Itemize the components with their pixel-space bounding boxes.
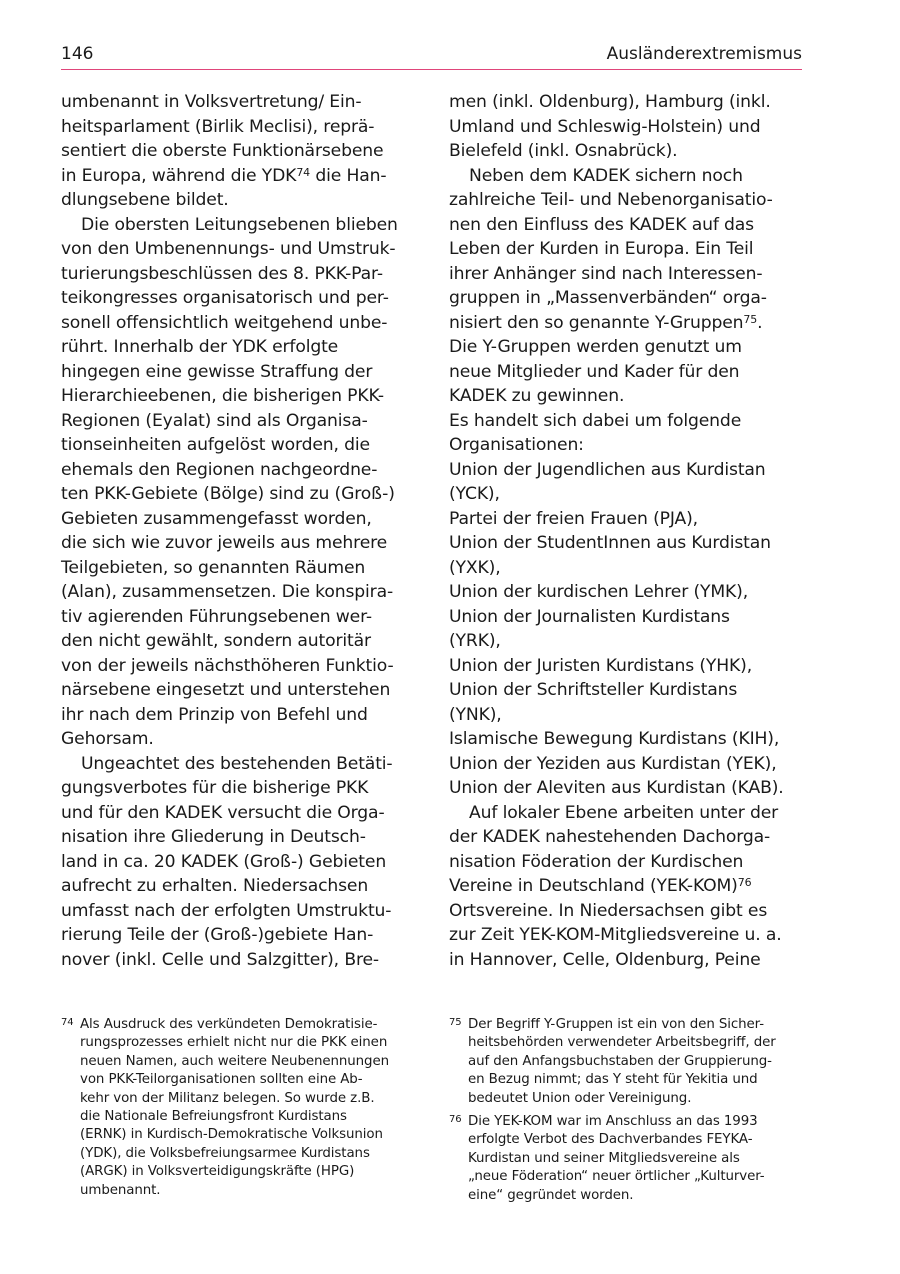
- text-line: nisation Föderation der Kurdischen: [449, 851, 744, 872]
- text-line: den nicht gewählt, sondern autoritär: [61, 631, 371, 651]
- footnote-76: [449, 1113, 804, 1208]
- footnote-line: en Bezug nimmt; das Y steht für Yekitia und: [468, 1072, 758, 1088]
- footnote-line: Als Ausdruck des verkündeten Demokratisie-: [80, 1017, 378, 1032]
- text-line: KADEK zu gewinnen.: [449, 386, 625, 406]
- footnote-line: rungsprozesses erhielt nicht nur die PKK einen: [80, 1035, 388, 1051]
- footnote-line: Der Begriff Y-Gruppen ist ein von den Sicher-: [468, 1017, 764, 1032]
- left-text-column: [61, 90, 421, 972]
- text-line: Gebieten zusammengefasst worden,: [61, 508, 372, 529]
- text-line: Umland und Schleswig-Holstein) und: [449, 116, 761, 137]
- text-line: heitsparlament (Birlik Meclisi), reprä-: [61, 116, 375, 137]
- footnote-line: Die YEK-KOM war im Anschluss an das 1993: [468, 1114, 758, 1129]
- footnote-line: erfolgte Verbot des Dachverbandes FEYKA-: [468, 1132, 753, 1148]
- text-line: rierung Teile der (Groß-)gebiete Han-: [61, 925, 374, 945]
- right-text-column: [449, 90, 809, 972]
- footnote-number: 76: [449, 1114, 462, 1125]
- text-line: rührt. Innerhalb der YDK erfolgte: [61, 337, 339, 357]
- text-line: gungsverbotes für die bisherige PKK: [61, 778, 369, 798]
- text-line: Auf lokaler Ebene arbeiten unter der: [469, 802, 779, 823]
- text-line: in Hannover, Celle, Oldenburg, Peine: [449, 949, 761, 970]
- list-item: (YNK),: [449, 704, 502, 725]
- list-item: Partei der freien Frauen (PJA),: [449, 508, 698, 529]
- text-line: tionseinheiten aufgelöst worden, die: [61, 435, 370, 455]
- text-line: Hierarchieebenen, die bisherigen PKK-: [61, 386, 384, 406]
- footnote-line: „neue Föderation“ neuer örtlicher „Kulturver-: [468, 1169, 765, 1185]
- footnote-ref-75[interactable]: 75: [743, 312, 758, 326]
- footnote-number: 75: [449, 1017, 462, 1028]
- text-line: Die obersten Leitungsebenen blieben: [81, 214, 398, 235]
- text-line: [449, 311, 809, 336]
- text-line: Regionen (Eyalat) sind als Organisa-: [61, 410, 368, 431]
- footnote-75: [449, 1016, 804, 1111]
- text-line: teikongresses organisatorisch und per-: [61, 288, 389, 308]
- list-item: Union der StudentInnen aus Kurdistan: [449, 533, 771, 553]
- text-line: tiv agierenden Führungsebenen wer-: [61, 606, 372, 627]
- text-line: Teilgebieten, so genannten Räumen: [61, 557, 366, 578]
- section-title: Ausländerextremismus: [606, 44, 802, 64]
- text-line: sonell offensichtlich weitgehend unbe-: [61, 312, 388, 333]
- text-line: ihrer Anhänger sind nach Interessen-: [449, 263, 763, 284]
- text-line: ihr nach dem Prinzip von Befehl und: [61, 704, 368, 725]
- text-line: neue Mitglieder und Kader für den: [449, 361, 740, 382]
- footnote-text: [80, 1016, 389, 1200]
- text-line: zur Zeit YEK-KOM-Mitgliedsvereine u. a.: [449, 925, 782, 945]
- page-number: 146: [61, 44, 94, 64]
- text-line: zahlreiche Teil- und Nebenorganisatio-: [449, 190, 773, 210]
- text-line: men (inkl. Oldenburg), Hamburg (inkl.: [449, 92, 771, 112]
- footnote-line: (YDK), die Volksbefreiungsarmee Kurdistans: [80, 1145, 370, 1161]
- text-line: nisation ihre Gliederung in Deutsch-: [61, 827, 366, 847]
- footnote-ref-74[interactable]: 74: [296, 165, 311, 179]
- footnote-line: (ARGK) in Volksverteidigungskräfte (HPG): [80, 1164, 355, 1180]
- text-line: nover (inkl. Celle und Salzgitter), Bre-: [61, 949, 379, 970]
- list-item: Union der Schriftsteller Kurdistans: [449, 680, 738, 700]
- text-line: dlungsebene bildet.: [61, 190, 229, 210]
- text-line: turierungsbeschlüssen des 8. PKK-Par-: [61, 263, 383, 284]
- list-item: Union der kurdischen Lehrer (YMK),: [449, 582, 749, 602]
- text-line: [449, 874, 809, 899]
- text-fragment: in Europa, während die YDK: [61, 165, 297, 186]
- header-rule: [61, 69, 802, 70]
- text-line: umbenannt in Volksvertretung/ Ein-: [61, 92, 362, 112]
- footnote-text: [468, 1016, 776, 1108]
- text-line: Ortsvereine. In Niedersachsen gibt es: [449, 900, 768, 921]
- text-line: und für den KADEK versucht die Orga-: [61, 802, 385, 823]
- footnote-line: neuen Namen, auch weitere Neubenennungen: [80, 1053, 389, 1069]
- text-fragment: die Han-: [310, 165, 387, 186]
- text-line: Es handelt sich dabei um folgende: [449, 410, 742, 431]
- footnote-line: Kurdistan und seiner Mitgliedsvereine als: [468, 1150, 740, 1166]
- text-line: gruppen in „Massenverbänden“ orga-: [449, 288, 767, 308]
- text-line: hingegen eine gewisse Straffung der: [61, 361, 373, 382]
- list-item: Union der Aleviten aus Kurdistan (KAB).: [449, 778, 784, 798]
- text-line: sentiert die oberste Funktionärsebene: [61, 141, 384, 161]
- footnote-line: kehr von der Militanz belegen. So wurde z.B.: [80, 1090, 375, 1106]
- text-line: Neben dem KADEK sichern noch: [469, 165, 743, 186]
- text-line: aufrecht zu erhalten. Niedersachsen: [61, 876, 369, 896]
- footnote-line: heitsbehörden verwendeter Arbeitsbegriff, der: [468, 1035, 776, 1051]
- footnote-line: bedeutet Union oder Vereinigung.: [468, 1090, 692, 1106]
- text-line: die sich wie zuvor jeweils aus mehrere: [61, 533, 388, 553]
- footnote-line: von PKK-Teilorganisationen sollten eine Ab-: [80, 1072, 363, 1088]
- text-line: Gehorsam.: [61, 729, 154, 749]
- text-line: Bielefeld (inkl. Osnabrück).: [449, 141, 678, 161]
- footnote-line: auf den Anfangsbuchstaben der Gruppierung-: [468, 1053, 772, 1069]
- text-line: von der jeweils nächsthöheren Funktio-: [61, 655, 394, 676]
- text-fragment: .: [757, 312, 763, 333]
- text-line: umfasst nach der erfolgten Umstruktu-: [61, 900, 392, 921]
- text-line: (Alan), zusammensetzen. Die konspira-: [61, 582, 394, 602]
- text-line: Leben der Kurden in Europa. Ein Teil: [449, 239, 754, 259]
- text-line: Ungeachtet des bestehenden Betäti-: [81, 753, 393, 774]
- footnote-line: umbenannt.: [80, 1182, 161, 1198]
- text-line: Die Y-Gruppen werden genutzt um: [449, 337, 742, 357]
- text-line: Organisationen:: [449, 435, 584, 455]
- text-line: von den Umbenennungs- und Umstruk-: [61, 239, 396, 259]
- list-item: (YXK),: [449, 557, 501, 578]
- footnote-line: eine“ gegründet worden.: [468, 1187, 634, 1203]
- text-line: ehemals den Regionen nachgeordne-: [61, 459, 378, 480]
- footnote-number: 74: [61, 1017, 74, 1028]
- list-item: (YRK),: [449, 631, 501, 651]
- list-item: Union der Journalisten Kurdistans: [449, 606, 730, 627]
- list-item: Union der Juristen Kurdistans (YHK),: [449, 655, 753, 676]
- footnote-text: [468, 1113, 765, 1205]
- running-header: [61, 44, 802, 70]
- list-item: Islamische Bewegung Kurdistans (KIH),: [449, 729, 780, 749]
- text-line: land in ca. 20 KADEK (Groß-) Gebieten: [61, 851, 387, 872]
- text-line: der KADEK nahestehenden Dachorga-: [449, 827, 771, 847]
- list-item: (YCK),: [449, 484, 500, 504]
- text-line: närsebene eingesetzt und unterstehen: [61, 680, 391, 700]
- text-line: nen den Einfluss des KADEK auf das: [449, 214, 754, 235]
- text-fragment: nisiert den so genannte Y-Gruppen: [449, 312, 744, 333]
- list-item: Union der Yeziden aus Kurdistan (YEK),: [449, 753, 777, 774]
- text-fragment: Vereine in Deutschland (YEK-KOM): [449, 876, 738, 896]
- text-line: [61, 164, 421, 189]
- footnote-line: (ERNK) in Kurdisch-Demokratische Volksunion: [80, 1127, 383, 1143]
- list-item: Union der Jugendlichen aus Kurdistan: [449, 459, 766, 480]
- footnote-line: die Nationale Befreiungsfront Kurdistans: [80, 1108, 347, 1124]
- text-line: ten PKK-Gebiete (Bölge) sind zu (Groß-): [61, 484, 395, 504]
- footnote-ref-76[interactable]: 76: [737, 876, 752, 889]
- footnote-74: [61, 1016, 416, 1206]
